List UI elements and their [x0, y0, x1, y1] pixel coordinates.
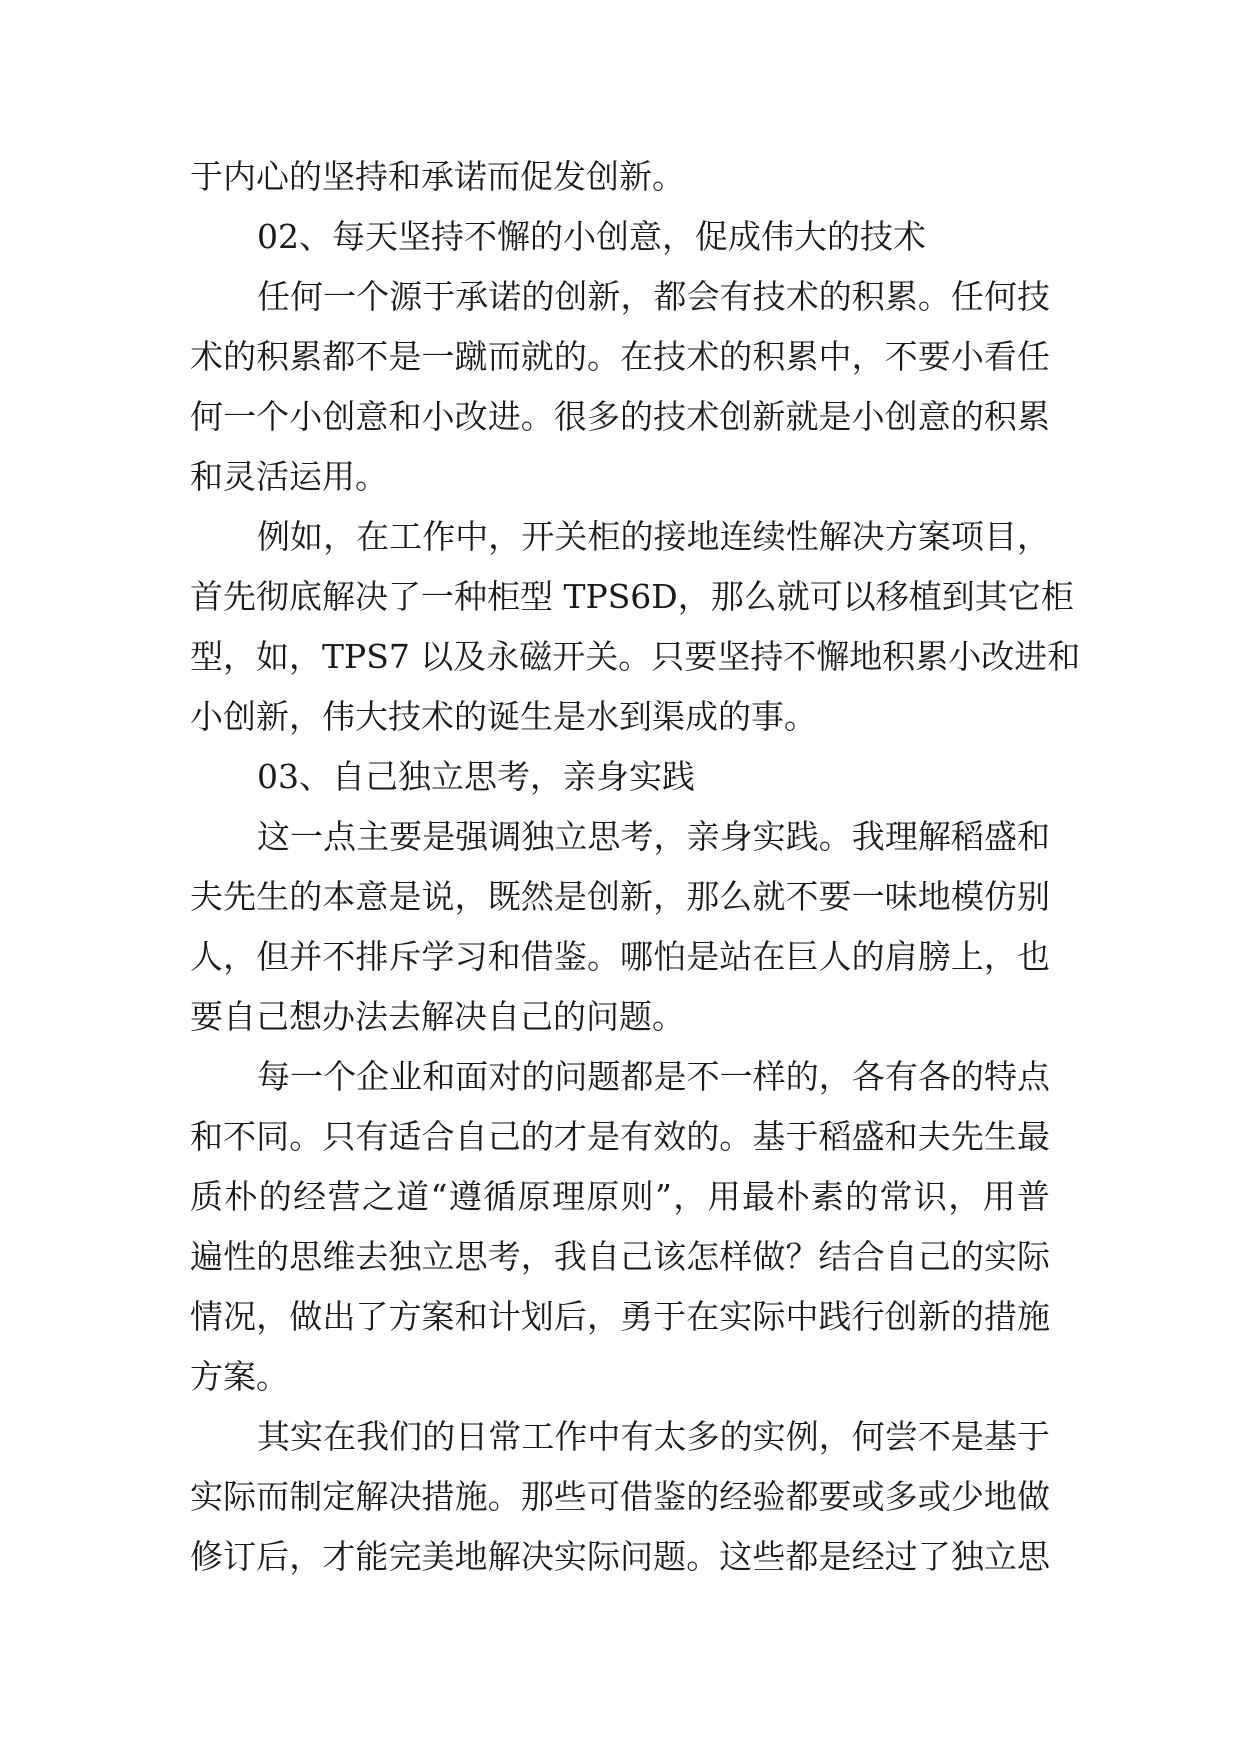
section-heading-text: 03、自己独立思考，亲身实践: [257, 757, 695, 796]
paragraph-line: [0, 867, 1241, 927]
paragraph-line-text: 例如，在工作中，开关柜的接地连续性解决方案项目，: [257, 517, 1050, 556]
paragraph-line: [0, 807, 1241, 867]
paragraph-line: [0, 267, 1241, 327]
paragraph-line: [0, 627, 1241, 687]
section-heading: [0, 207, 1241, 267]
paragraph-line-text: 情况，做出了方案和计划后，勇于在实际中践行创新的措施: [190, 1297, 1050, 1336]
paragraph-line: [0, 1407, 1241, 1467]
paragraph-line: [0, 1287, 1241, 1347]
paragraph-line-text: 小创新，伟大技术的诞生是水到渠成的事。: [190, 697, 817, 736]
paragraph-line: [0, 687, 1241, 747]
paragraph-line-text: 任何一个源于承诺的创新，都会有技术的积累。任何技: [257, 277, 1050, 316]
paragraph-line-text: 质朴的经营之道“遵循原理原则”，用最朴素的常识，用普: [190, 1177, 1050, 1216]
paragraph-line-text: 修订后，才能完美地解决实际问题。这些都是经过了独立思: [190, 1537, 1050, 1576]
paragraph-line: [0, 327, 1241, 387]
paragraph-line-text: 要自己想办法去解决自己的问题。: [190, 997, 685, 1036]
paragraph-line: [0, 387, 1241, 447]
section-heading-text: 02、每天坚持不懈的小创意，促成伟大的技术: [257, 217, 926, 256]
paragraph-line: [0, 987, 1241, 1047]
paragraph-line-text: 其实在我们的日常工作中有太多的实例，何尝不是基于: [257, 1417, 1050, 1456]
paragraph-line-text: 人，但并不排斥学习和借鉴。哪怕是站在巨人的肩膀上，也: [190, 937, 1050, 976]
paragraph-line: [0, 567, 1241, 627]
section-heading: [0, 747, 1241, 807]
paragraph-line: [0, 1167, 1241, 1227]
paragraph-line: [0, 147, 1241, 207]
paragraph-line-text: 术的积累都不是一蹴而就的。在技术的积累中，不要小看任: [190, 337, 1050, 376]
paragraph-line: [0, 447, 1241, 507]
paragraph-line-text: 何一个小创意和小改进。很多的技术创新就是小创意的积累: [190, 397, 1050, 436]
paragraph-line: [0, 927, 1241, 987]
paragraph-line-text: 型，如，TPS7 以及永磁开关。只要坚持不懈地积累小改进和: [190, 637, 1081, 676]
paragraph-line-text: 夫先生的本意是说，既然是创新，那么就不要一味地模仿别: [190, 877, 1050, 916]
paragraph-line: [0, 1347, 1241, 1407]
paragraph-line: [0, 507, 1241, 567]
paragraph-line-text: 每一个企业和面对的问题都是不一样的，各有各的特点: [257, 1057, 1050, 1096]
paragraph-line-text: 方案。: [190, 1357, 289, 1396]
paragraph-line: [0, 1047, 1241, 1107]
paragraph-line: [0, 1227, 1241, 1287]
paragraph-line-text: 实际而制定解决措施。那些可借鉴的经验都要或多或少地做: [190, 1477, 1050, 1516]
paragraph-line-text: 这一点主要是强调独立思考，亲身实践。我理解稻盛和: [257, 817, 1050, 856]
paragraph-line: [0, 1527, 1241, 1587]
paragraph-line-text: 首先彻底解决了一种柜型 TPS6D，那么就可以移植到其它柜: [190, 577, 1074, 616]
paragraph-line-text: 和灵活运用。: [190, 457, 388, 496]
paragraph-line: [0, 1107, 1241, 1167]
paragraph-line: [0, 1467, 1241, 1527]
paragraph-line-text: 遍性的思维去独立思考，我自己该怎样做？结合自己的实际: [190, 1237, 1050, 1276]
paragraph-line-text: 和不同。只有适合自己的才是有效的。基于稻盛和夫先生最: [190, 1117, 1050, 1156]
paragraph-line-text: 于内心的坚持和承诺而促发创新。: [190, 157, 685, 196]
